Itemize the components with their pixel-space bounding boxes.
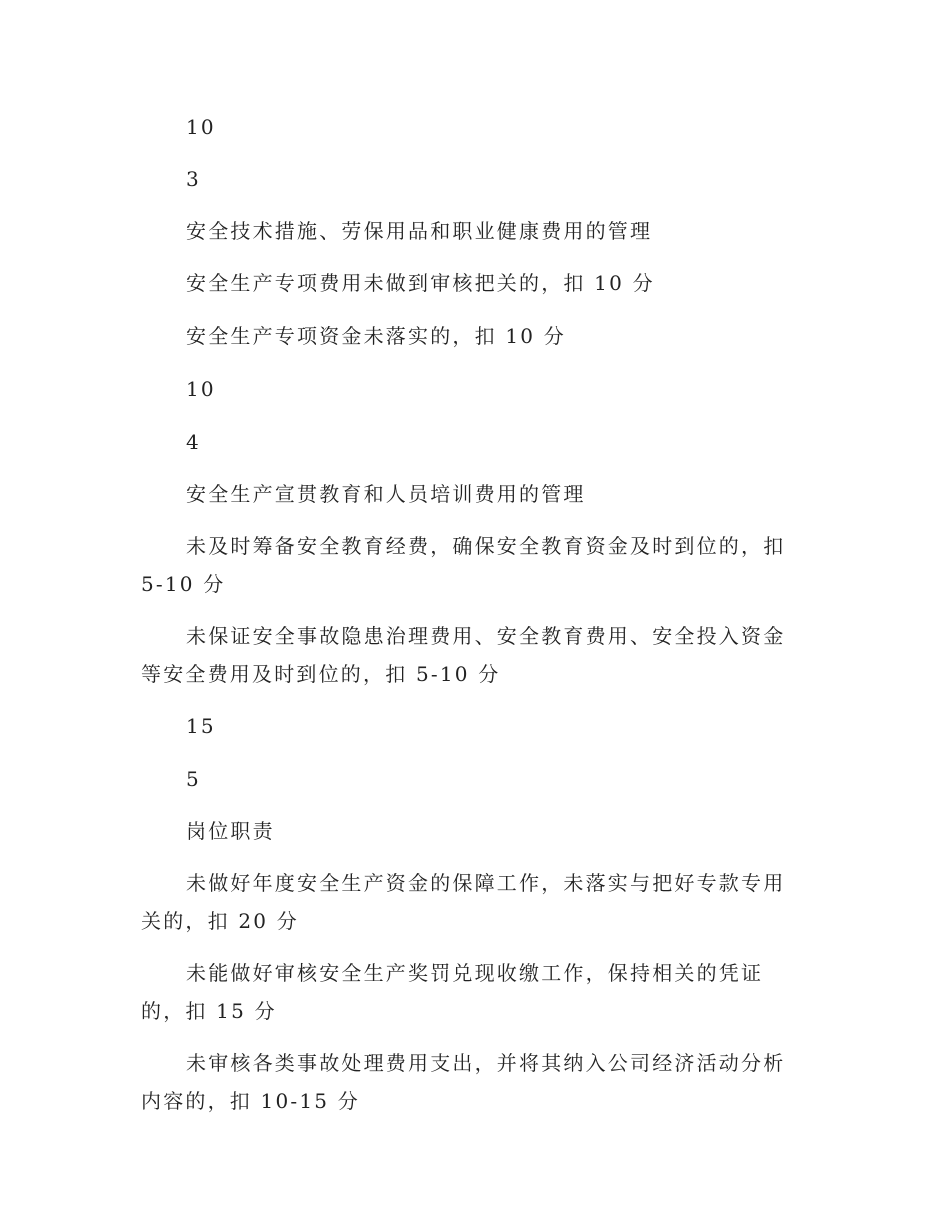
paragraph-criterion: 未能做好审核安全生产奖罚兑现收缴工作，保持相关的凭证的，扣 15 分 (141, 961, 764, 1023)
paragraph-score-10: 10 (186, 115, 216, 139)
paragraph-item-title-duties: 岗位职责 (186, 819, 275, 843)
paragraph-item-title-safety-measures: 安全技术措施、劳保用品和职业健康费用的管理 (186, 219, 653, 243)
paragraph-criterion: 未审核各类事故处理费用支出，并将其纳入公司经济活动分析内容的，扣 10-15 分 (141, 1051, 786, 1113)
paragraph-item-title-training: 安全生产宣贯教育和人员培训费用的管理 (186, 482, 586, 506)
paragraph-criterion: 安全生产专项费用未做到审核把关的，扣 10 分 (186, 271, 655, 295)
paragraph-criterion: 未及时筹备安全教育经费，确保安全教育资金及时到位的，扣 5-10 分 (141, 534, 786, 596)
paragraph-criterion: 未做好年度安全生产资金的保障工作，未落实与把好专款专用关的，扣 20 分 (141, 871, 786, 933)
paragraph-item-number-3: 3 (186, 167, 201, 191)
paragraph-item-number-4: 4 (186, 430, 201, 454)
paragraph-criterion: 未保证安全事故隐患治理费用、安全教育费用、安全投入资金等安全费用及时到位的，扣 5-10 分 (141, 624, 786, 686)
paragraph-criterion: 安全生产专项资金未落实的，扣 10 分 (186, 324, 566, 348)
paragraph-item-number-5: 5 (186, 767, 201, 791)
paragraph-score-15: 15 (186, 714, 216, 738)
paragraph-score-10: 10 (186, 377, 216, 401)
